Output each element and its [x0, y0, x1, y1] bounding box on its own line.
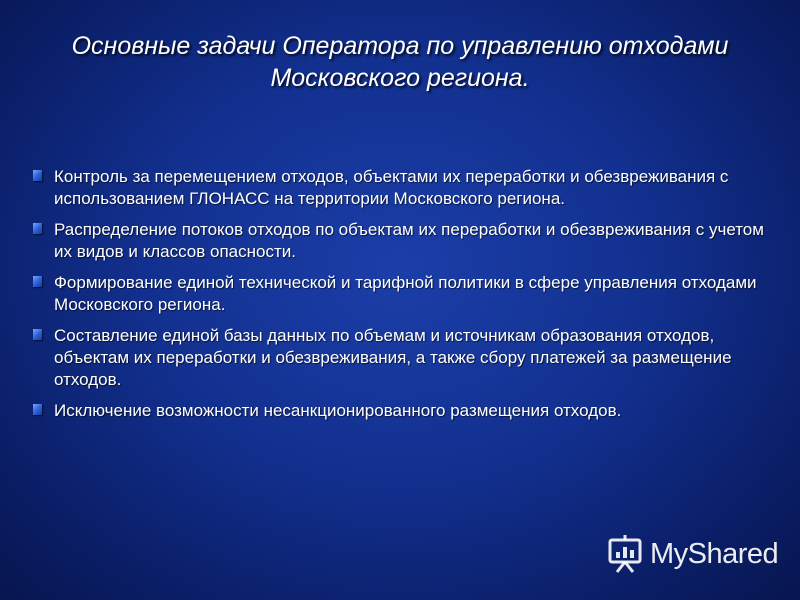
bullet-item — [30, 400, 770, 422]
bullet-item — [30, 166, 770, 210]
bullet-item — [30, 219, 770, 263]
bullet-item — [30, 325, 770, 391]
watermark-text: MyShared — [650, 537, 779, 570]
bullet-item — [30, 272, 770, 316]
bullet-square-icon — [33, 404, 42, 415]
slide-title — [30, 30, 770, 94]
bullet-text: Исключение возможности несанкционированного размещения отходов. — [54, 401, 622, 420]
bullet-square-icon — [33, 223, 42, 234]
title-line-2: Московского региона. — [270, 64, 530, 92]
bullet-text: Контроль за перемещением отходов, объектами их переработки и обезвреживания с использованием ГЛОНАСС на территории Московского региона. — [54, 167, 729, 208]
bullet-text: Составление единой базы данных по объемам и источникам образования отходов, объектам их переработки и обезвреживания, а также сбору платежей за размещение отходов. — [54, 326, 732, 389]
bullet-text: Распределение потоков отходов по объектам их переработки и обезвреживания с учетом их видов и классов опасности. — [54, 220, 764, 261]
title-line-1: Основные задачи Оператора по управлению отходами — [71, 32, 729, 60]
bullet-square-icon — [33, 329, 42, 340]
presentation-board-icon — [606, 534, 644, 574]
bullet-square-icon — [33, 276, 42, 287]
watermark-logo — [606, 532, 778, 576]
bullet-text: Формирование единой технической и тарифной политики в сфере управления отходами Московского региона. — [54, 273, 757, 314]
bullet-list — [30, 166, 770, 431]
bullet-square-icon — [33, 170, 42, 181]
